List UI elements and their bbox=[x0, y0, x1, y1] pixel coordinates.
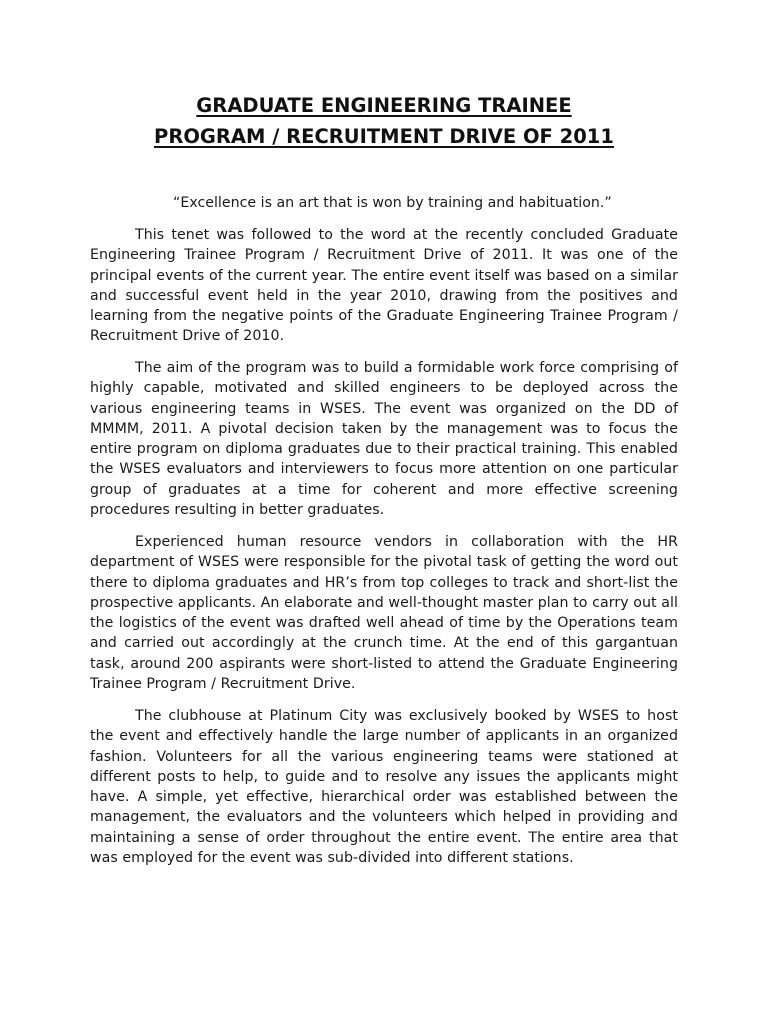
body-paragraph-1: This tenet was followed to the word at the recently concluded Graduate Engineering Trainee Program / Recruitment Drive of 2011. It was one of the principal events of the current year. The entire event itself was based on a similar and successful event held in the year 2010, drawing from the positives and learning from the negative points of the Graduate Engineering Trainee Program / Recruitment Drive of 2010. bbox=[90, 227, 678, 345]
document-title bbox=[60, 90, 708, 152]
body-paragraph-4: The clubhouse at Platinum City was exclusively booked by WSES to host the event and effectively handle the large number of applicants in an organized fashion. Volunteers for all the various engineering teams were stationed at different posts to help, to guide and to resolve any issues the applicants might have. A simple, yet effective, hierarchical order was established between the management, the evaluators and the volunteers which helped in providing and maintaining a sense of order throughout the entire event. The entire area that was employed for the event was sub-divided into different stations. bbox=[90, 708, 678, 867]
document-title-line-1-text: GRADUATE ENGINEERING TRAINEE bbox=[196, 94, 572, 117]
document-title-line-2 bbox=[60, 121, 708, 152]
document-title-line-1 bbox=[60, 90, 708, 121]
epigraph-quote: “Excellence is an art that is won by training and habituation.” bbox=[173, 195, 612, 211]
body-paragraph-2: The aim of the program was to build a formidable work force comprising of highly capable, motivated and skilled engineers to be deployed across the various engineering teams in WSES. The event was organized on the DD of MMMM, 2011. A pivotal decision taken by the management was to focus the entire program on diploma graduates due to their practical training. This enabled the WSES evaluators and interviewers to focus more attention on one particular group of graduates at a time for coherent and more effective screening procedures resulting in better graduates. bbox=[90, 360, 678, 519]
document-title-line-2-text: PROGRAM / RECRUITMENT DRIVE OF 2011 bbox=[154, 125, 614, 148]
body-paragraph-3: Experienced human resource vendors in collaboration with the HR department of WSES were responsible for the pivotal task of getting the word out there to diploma graduates and HR’s from top colleges to track and short-list the prospective applicants. An elaborate and well-thought master plan to carry out all the logistics of the event was drafted well ahead of time by the Operations team and carried out accordingly at the crunch time. At the end of this gargantuan task, around 200 aspirants were short-listed to attend the Graduate Engineering Trainee Program / Recruitment Drive. bbox=[90, 534, 678, 693]
